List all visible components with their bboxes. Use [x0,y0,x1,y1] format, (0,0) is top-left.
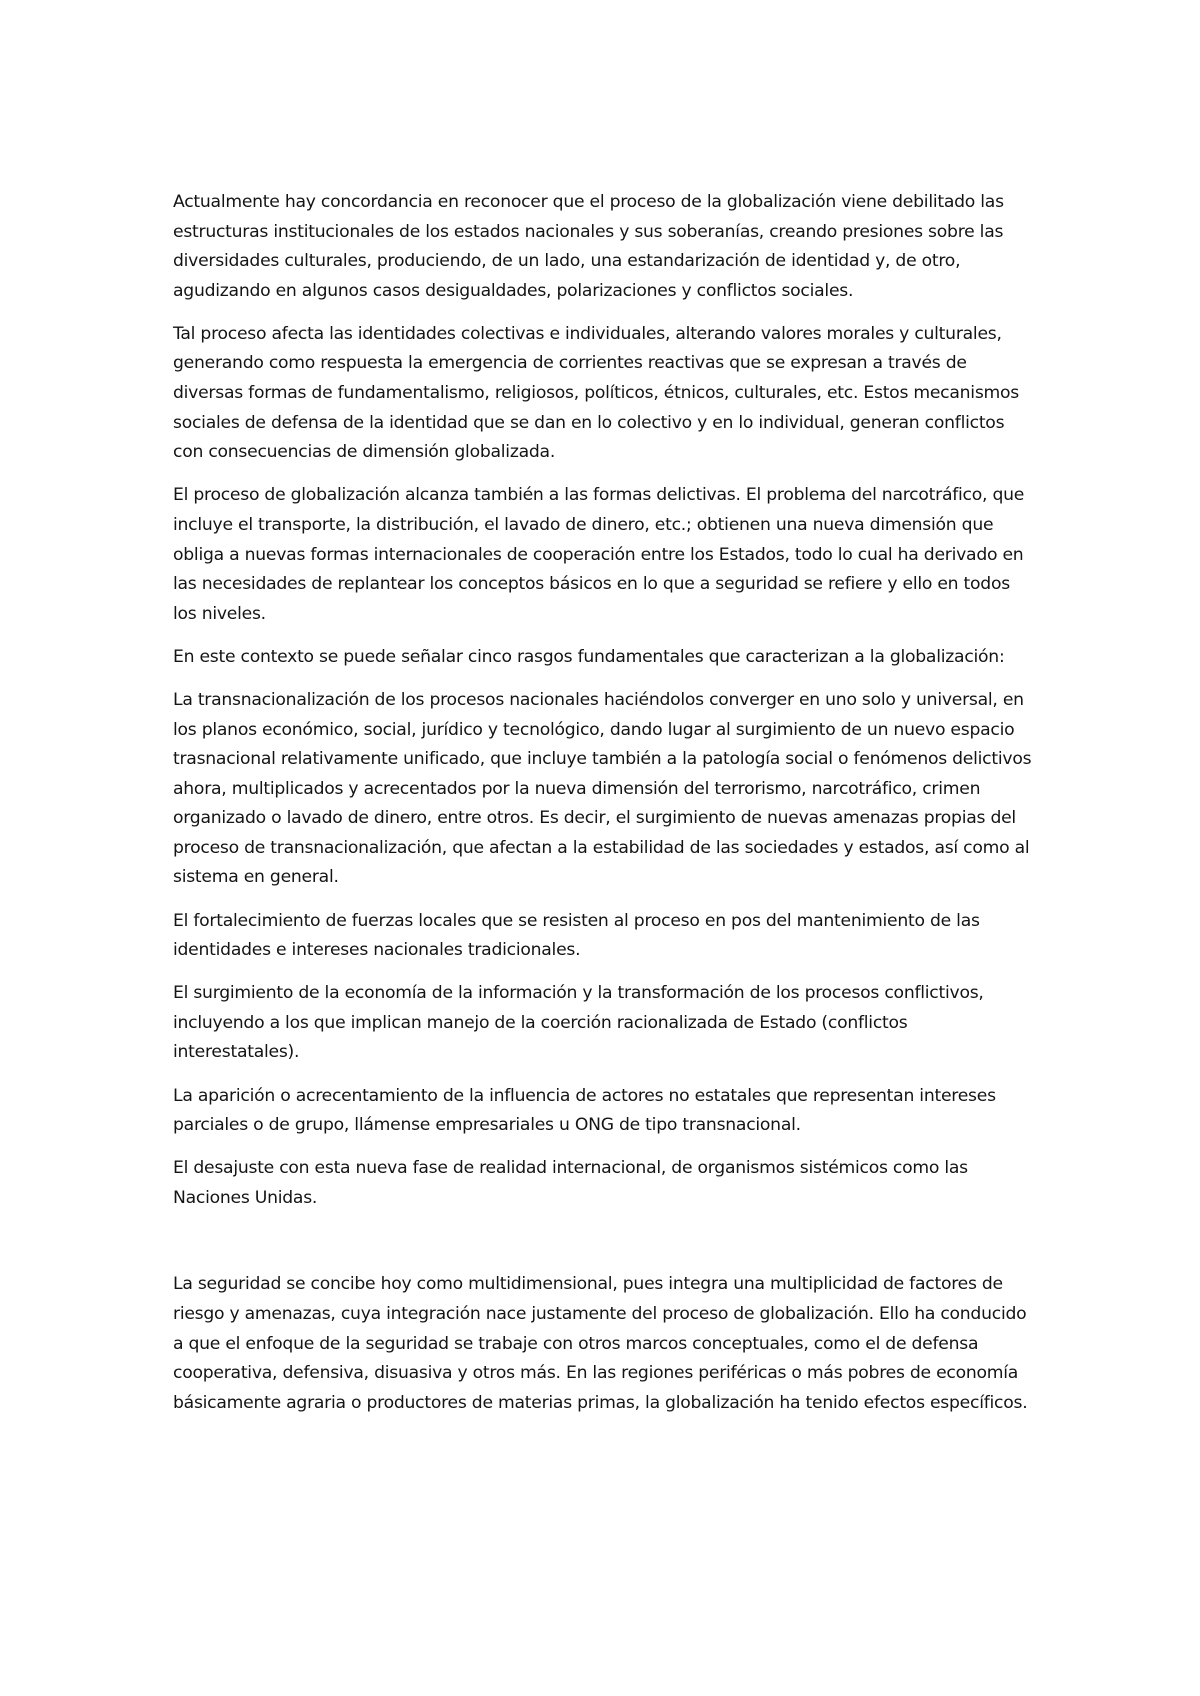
paragraph-globalization-intro: Actualmente hay concordancia en reconocer que el proceso de la globalización viene debilitado las estructuras institucionales de los estados nacionales y sus soberanías, creando presiones sobre las diversidades culturales, produciendo, de un lado, una estandarización de identidad y, de otro, agudizando en algunos casos desigualdades, polarizaciones y conflictos sociales. [173,192,1004,301]
paragraph-five-traits-intro: En este contexto se puede señalar cinco rasgos fundamentales que caracterizan a la globalización: [173,646,1005,667]
paragraph-identities: Tal proceso afecta las identidades colectivas e individuales, alterando valores morales y culturales, generando como respuesta la emergencia de corrientes reactivas que se expresan a través de diversas formas de fundamentalismo, religiosos, políticos, étnicos, culturales, etc. Estos mecanismos sociales de defensa de la identidad que se dan en lo colectivo y en lo individual, generan conflictos con consecuencias de dimensión globalizada. [173,323,1019,463]
paragraph-trait-systemic-organizations: El desajuste con esta nueva fase de realidad internacional, de organismos sistémicos como las Naciones Unidas. [173,1158,968,1208]
paragraph-multidimensional-security: La seguridad se concibe hoy como multidimensional, pues integra una multiplicidad de factores de riesgo y amenazas, cuya integración nace justamente del proceso de globalización. Ello ha conducido a que el enfoque de la seguridad se trabaje con otros marcos conceptuales, como el de defensa cooperativa, defensiva, disuasiva y otros más. En las regiones periféricas o más pobres de economía básicamente agraria o productores de materias primas, la globalización ha tenido efectos específicos. [173,1274,1028,1413]
paragraph-crime: El proceso de globalización alcanza también a las formas delictivas. El problema del narcotráfico, que incluye el transporte, la distribución, el lavado de dinero, etc.; obtienen una nueva dimensión que obliga a nuevas formas internacionales de cooperación entre los Estados, todo lo cual ha derivado en las necesidades de replantear los conceptos básicos en lo que a seguridad se refiere y ello en todos los niveles. [173,485,1025,624]
paragraph-trait-information-economy: El surgimiento de la economía de la información y la transformación de los procesos conflictivos, incluyendo a los que implican manejo de la coerción racionalizada de Estado (conflictos interestatales). [173,983,984,1063]
document-body [173,188,1035,1432]
paragraph-trait-local-forces: El fortalecimiento de fuerzas locales que se resisten al proceso en pos del mantenimiento de las identidades e intereses nacionales tradicionales. [173,910,980,961]
paragraph-trait-non-state-actors: La aparición o acrecentamiento de la influencia de actores no estatales que representan intereses parciales o de grupo, llámense empresariales u ONG de tipo transnacional. [173,1085,996,1136]
paragraph-trait-transnationalization: La transnacionalización de los procesos nacionales haciéndolos converger en uno solo y universal, en los planos económico, social, jurídico y tecnológico, dando lugar al surgimiento de un nuevo espacio trasnacional relativamente unificado, que incluye también a la patología social o fenómenos delictivos ahora, multiplicados y acrecentados por la nueva dimensión del terrorismo, narcotráfico, crimen organizado o lavado de dinero, entre otros. Es decir, el surgimiento de nuevas amenazas propias del proceso de transnacionalización, que afectan a la estabilidad de las sociedades y estados, así como al sistema en general. [173,689,1032,888]
